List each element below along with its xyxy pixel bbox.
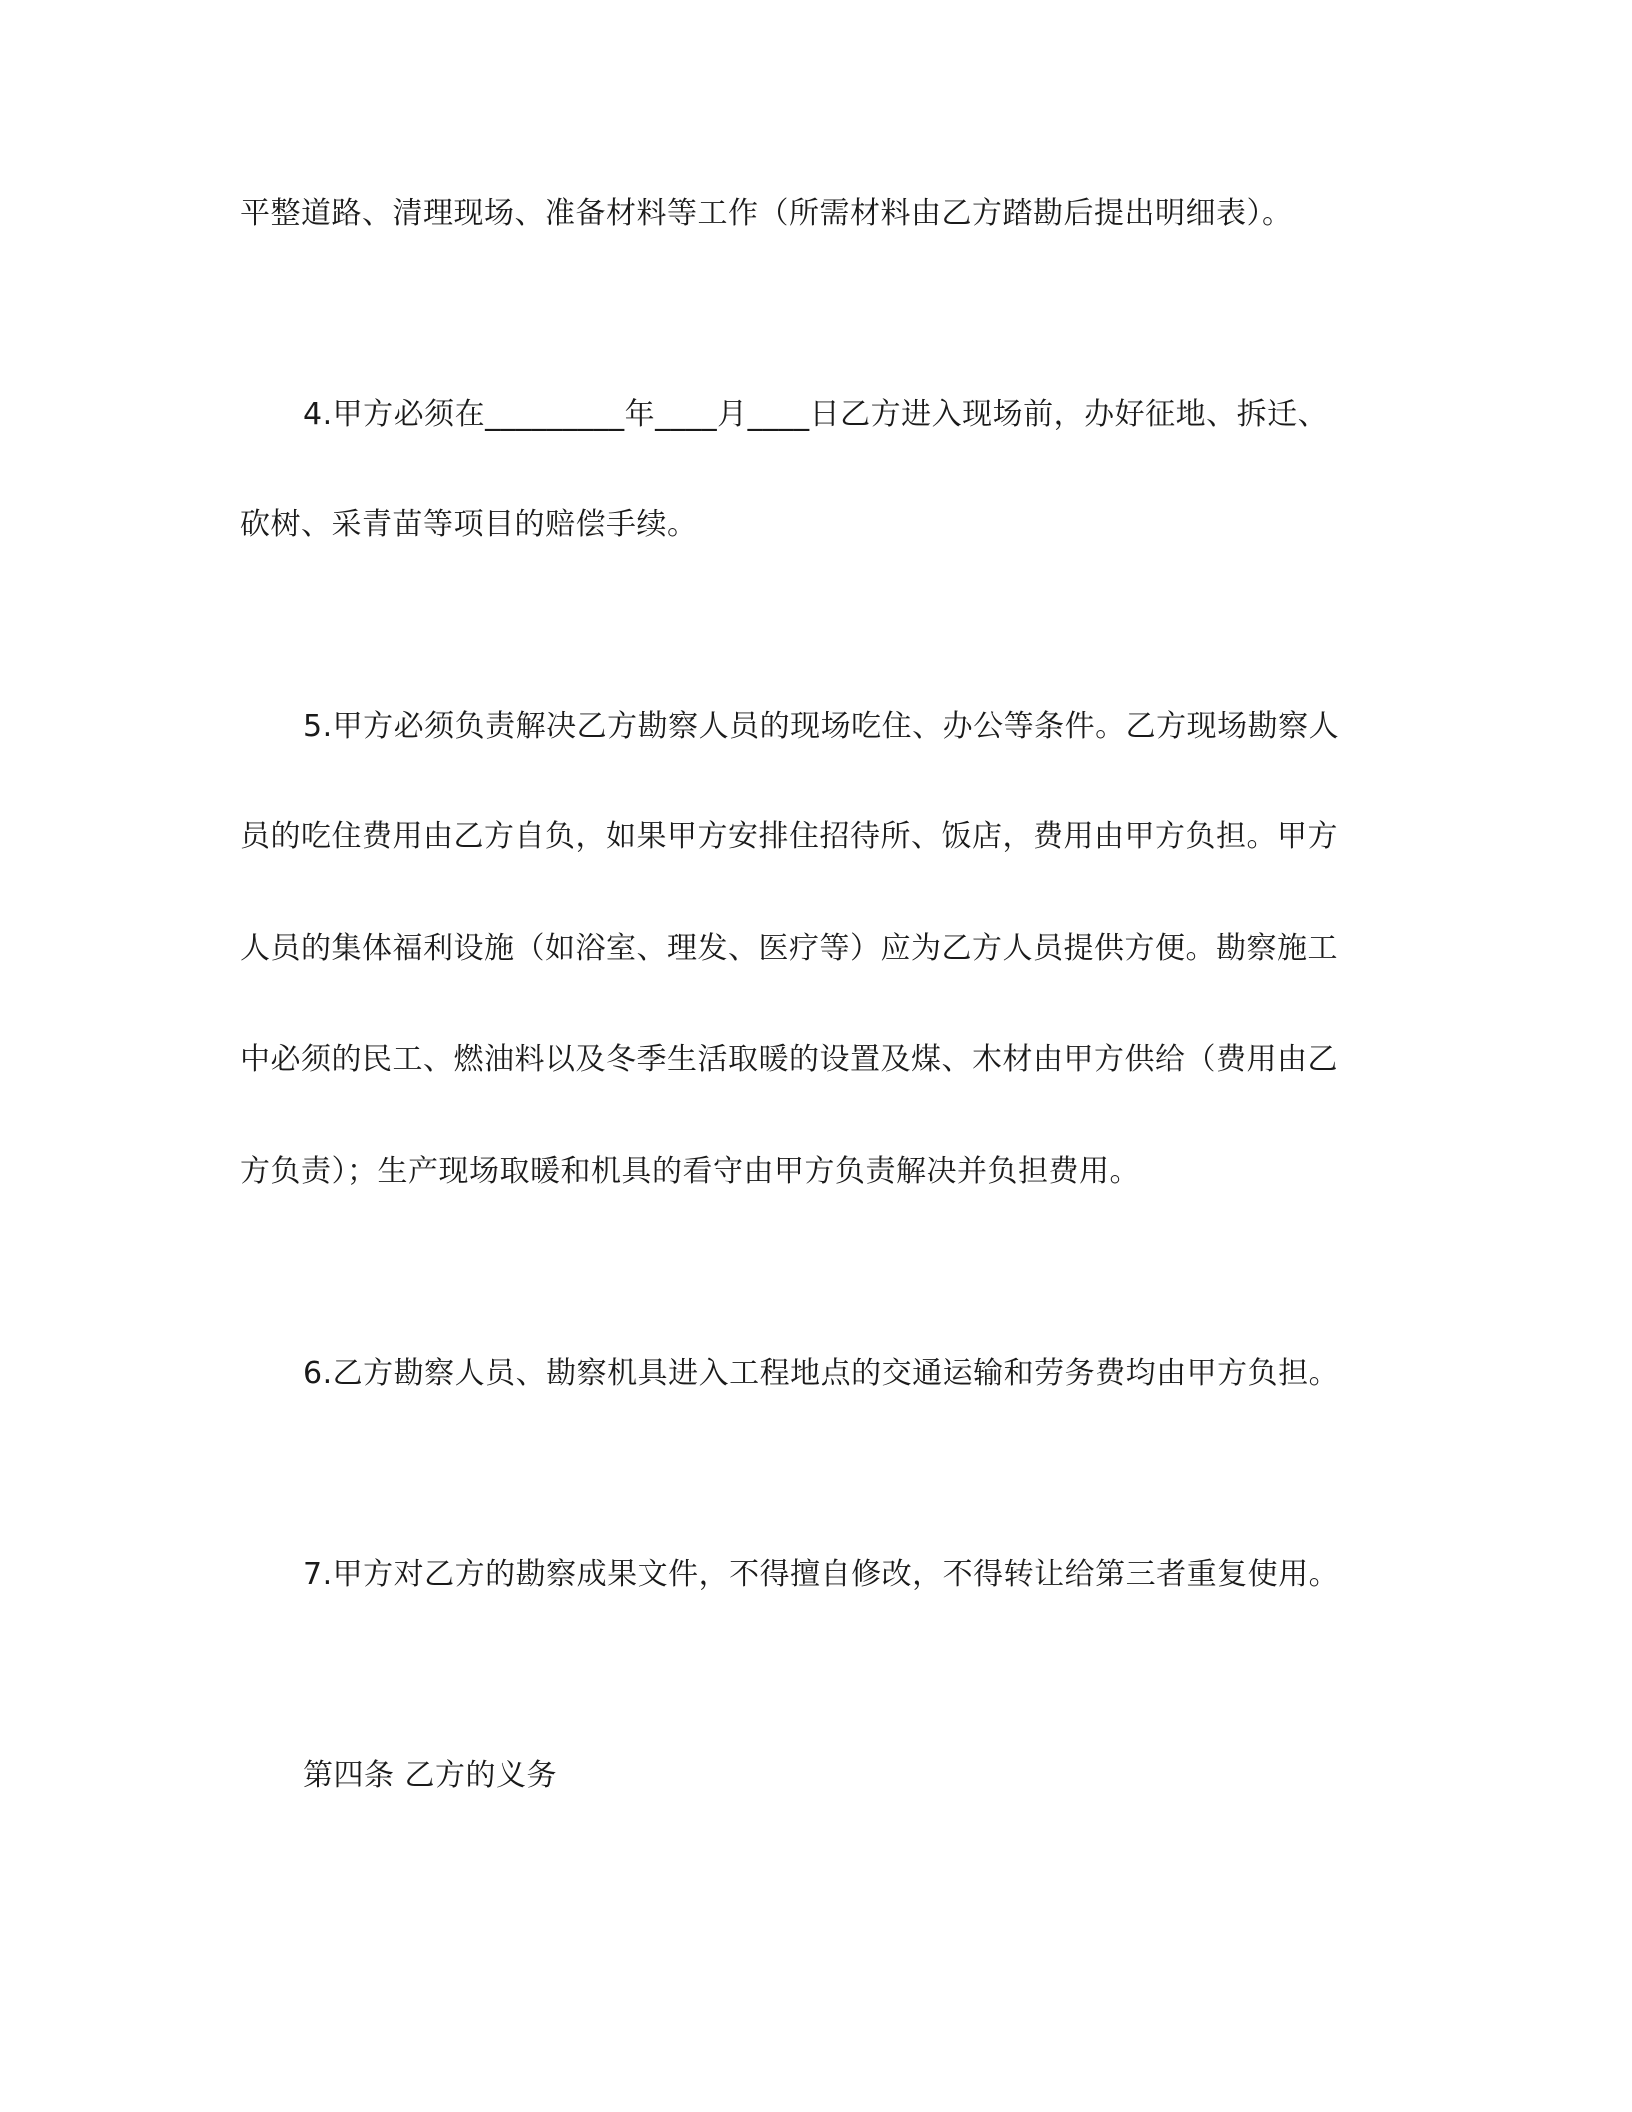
paragraph-6: 6.乙方勘察人员、勘察机具进入工程地点的交通运输和劳务费均由甲方负担。 [303, 1356, 1340, 1391]
paragraph-5-line-2: 员的吃住费用由乙方自负，如果甲方安排住招待所、饭店，费用由甲方负担。甲方 [240, 819, 1338, 854]
paragraph-5-line-1: 5.甲方必须负责解决乙方勘察人员的现场吃住、办公等条件。乙方现场勘察人 [303, 709, 1340, 744]
paragraph-7: 7.甲方对乙方的勘察成果文件，不得擅自修改，不得转让给第三者重复使用。 [303, 1557, 1340, 1592]
paragraph-5-line-5: 方负责）；生产现场取暖和机具的看守由甲方负责解决并负担费用。 [240, 1154, 1140, 1189]
section-heading-article-4: 第四条 乙方的义务 [303, 1758, 558, 1793]
paragraph-5-line-3: 人员的集体福利设施（如浴室、理发、医疗等）应为乙方人员提供方便。勘察施工 [240, 931, 1338, 966]
paragraph-4-line-1: 4.甲方必须在_________年____月____日乙方进入现场前，办好征地、拆迁、 [303, 397, 1329, 432]
paragraph-3-continued: 平整道路、清理现场、准备材料等工作（所需材料由乙方踏勘后提出明细表）。 [240, 196, 1293, 231]
paragraph-4-line-2: 砍树、采青苗等项目的赔偿手续。 [240, 507, 698, 542]
paragraph-5-line-4: 中必须的民工、燃油料以及冬季生活取暖的设置及煤、木材由甲方供给（费用由乙 [240, 1042, 1338, 1077]
